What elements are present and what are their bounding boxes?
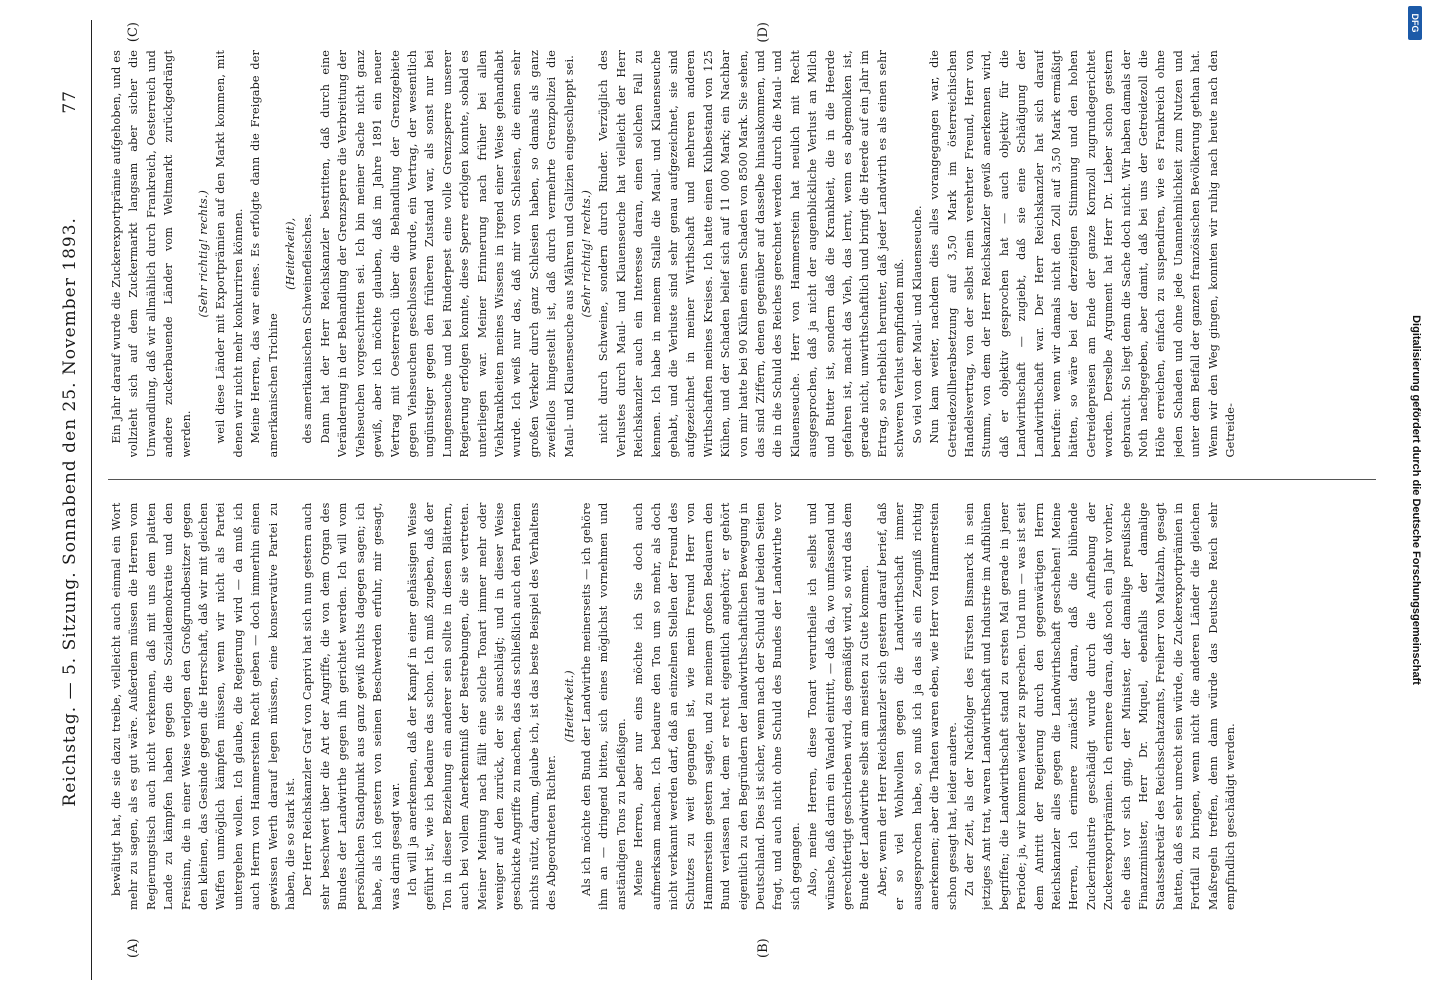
paragraph: Zu der Zeit, als der Nachfolger des Fürsten Bismarck in sein jetziges Amt trat, waren Landwirthschaft und Industrie im Aufblühen begriffen; die Landwirthschaft stand zu ersten Mal gerade in jener Periode; ja, wir kommen wieder zu sprechen. Und nun — was ist seit dem Antritt der Regierung durch den gegenwärtigen Herrn Reichskanzler alles gegen die Landwirthschaft geschehen! Meine Herren, ich erinnere zunächst daran, daß die blühende Zuckerindustrie geschädigt wurde durch die Aufhebung der Zuckerexportprämien. Ich erinnere daran, daß noch ein Jahr vorher, ehe dies vor sich ging, der Minister, der damalige preußische Finanzminister, Herr Dr. Miquel, ebenfalls der damalige Staatssekretär des Reichsschatzamts, Freiherr von Maltzahn, gesagt hatten, daß es sehr unrecht sein würde, die Zuckerexportprämien in Fortfall zu bringen, wenn nicht die anderen Länder die gleichen Maßregeln treffen, denn dann würde das Deutsche Reich sehr empfindlich geschädigt werden. — [962, 502, 1237, 910]
paragraph: bewältigt hat, die sie dazu treibe, vielleicht auch einmal ein Wort mehr zu sagen, als es gut wäre. Außerdem müssen die Herren vom Regierungstisch auch nicht verkennen, daß mit uns dem platten Lande zu kämpfen haben gegen die Sozialdemokratie und den Freisinn, die in einer Weise verlogen den Großgrundbesitzer gegen den kleinen, das Gesinde gegen die Herrschaft, daß wir mit gleichen Waffen unmöglich kämpfen müssen, wenn wir nicht als Partei untergehen wollen. Ich glaube, die Regierung wird — da muß ich auch Herrn von Hammerstein Recht geben — doch immerhin einen gewissen Werth darauf legen müssen, eine konservative Partei zu haben, die so stark ist. — [110, 502, 298, 910]
paragraph: weil diese Länder mit Exportprämien auf den Markt kommen, mit denen wir nicht mehr konkurriren können. — [214, 50, 245, 458]
paragraph: Ein Jahr darauf wurde die Zuckerexportprämie aufgehoben, und es vollzieht sich auf dem Zuckermarkt langsam aber sicher die Umwandlung, daß wir allmählich durch Frankreich, Oesterreich und andere zuckerbauende Länder vom Weltmarkt zurückgedrängt werden. — [110, 50, 193, 458]
running-header: Reichstag. — 5. Sitzung. Sonnabend den 25. November 1893. — [59, 217, 80, 807]
paragraph: Aber, wenn der Herr Reichskanzler sich gestern darauf berief, daß er so viel Wohlwollen gegen die Landwirthschaft immer ausgesprochen habe, so muß ich ja das als ein Zeugniß richtig anerkennen; aber die Thaten waren eben, wie Herr von Hammerstein schon gesagt hat, leider andere. — [875, 502, 959, 910]
paragraph: So viel von der Maul- und Klauenseuche. — [910, 205, 924, 444]
column-right — [108, 50, 1376, 458]
column-left — [108, 503, 1376, 911]
paragraph: nicht durch Schweine, sondern durch Rinder. Verzüglich des Verlustes durch Maul- und Klauenseuche hat vielleicht der Herr Reichskanzler auch ein Interesse daran, einen solchen Fall zu kennen. Ich habe in meinem Stalle die Maul- und Klauenseuche gehabt, und die Verluste sind sehr genau aufgezeichnet, sie sind aufgezeichnet in meiner Wirthschaft und mehreren anderen Wirthschaften meines Kreises. Ich hatte einen Kuhbestand von 125 Kühen, und der Schaden belief sich auf 11 000 Mark; ein Nachbar von mir hatte bei 90 Kühen einen Schaden von 8500 Mark. Sie sehen, das sind Ziffern, denen gegenüber auf dasselbe hinauskommen, und die in die Schuld des Reiches gerechnet werden durch die Maul- und Klauenseuche. Herr von Hammerstein hat neulich mit Recht ausgesprochen, daß ja nicht der augenblickliche Verlust an Milch und Butter ist, sondern daß die Krankheit, die in die Heerde gefahren ist, macht das Vieh, das lernt, wenn es abgemolken ist, gerade nicht, unwirthschaftlich und bringt die Heerde auf ein Jahr im Ertrag, so erheblich herunter, daß jeder Landwirth es als einen sehr schweren Verlust empfinden muß. — [597, 50, 907, 458]
paragraph: Ich will ja anerkennen, daß der Kampf in einer gehässigen Weise geführt ist, wie ich bedaure das schon. Ich muß zugeben, daß der Ton in dieser Beziehung ein anderer sein sollte in diesen Blättern, auch bei vollem Anerkenntniß der Bestrebungen, die sie vertreten. Meiner Meinung nach fällt eine solche Tonart immer mehr oder weniger auf den zurück, der sie anschlägt; und in dieser Weise geschickte Angriffe zu machen, das das schließlich auch den Parteien nichts nützt, darum, glaube ich, ist das beste Beispiel des Verhaltens des Abgeordneten Richter. — [405, 502, 559, 910]
margin-mark-c: (C) — [126, 22, 141, 43]
rotated-document-page — [36, 20, 1396, 980]
paragraph: Als ich möchte den Bund der Landwirthe meinerseits — ich gehöre ihm an — dringend bitten, sich eines möglichst vornehmen und anständigen Tons zu befleißigen. — [579, 502, 628, 910]
margin-mark-d: (D) — [756, 22, 771, 43]
paragraph: Meine Herren, aber nur eins möchte ich Sie doch auch aufmerksam machen. Ich bedaure den Ton um so mehr, als doch nicht verkannt werden darf, daß an einzelnen Stellen der Freund des Schutzes zu weit gegangen ist, wie mein Freund Herr von Hammerstein gestern sagte, und zu meinem großen Bedauern den Bund verlassen hat, dem er recht eigentlich angehört; er gehört eigentlich zu den Begründern der landwirthschaftlichen Bewegung in Deutschland. Dies ist sicher, wenn nach der Schuld auf beiden Seiten fragt, und auch nicht ohne Schuld des Bundes der Landwirthe vor sich gegangen. — [632, 502, 802, 910]
page-header — [52, 20, 92, 980]
dfg-logo-text: DFG — [1410, 13, 1420, 33]
paragraph: Der Herr Reichskanzler Graf von Caprivi hat sich nun gestern auch sehr beschwert über die Art der Angriffe, die von dem Organ des Bundes der Landwirthe gegen ihn gerichtet werden. Ich will vom persönlichen Standpunkt aus ganz gewiß nichts dagegen sagen; ich habe, als ich gestern von seinen Beschwerden erfuhr, mir gesagt, was darin gesagt war. — [301, 502, 402, 910]
funding-note: Digitalisierung gefördert durch die Deutsche Forschungsgemeinschaft — [1410, 315, 1422, 685]
paragraph: des amerikanischen Schweinefleisches. — [301, 213, 315, 444]
dfg-logo — [1408, 6, 1422, 40]
funding-sidebar — [1402, 0, 1430, 1000]
interjection: (Sehr richtig! rechts.) — [197, 190, 211, 318]
interjection: (Heiterkeit), — [284, 217, 298, 290]
paragraph: Nun kam weiter, nachdem dies alles vorangegangen war, die Getreidezollherabsetzung auf 3,50 Mark im österreichischen Handelsvertrag, von der selbst mein verehrter Freund, Herr von Stumm, von dem der Herr Reichskanzler gewiß anerkennen wird, daß er objektiv gesprochen hat — auch objektiv für die Landwirthschaft — zugiebt, daß sie eine Schädigung der Landwirthschaft war. Der Herr Reichskanzler hat sich darauf berufen: wenn wir damals nicht den Zoll auf 3,50 Mark ermäßigt hätten, so wäre bei der derzeitigen Stimmung und den hohen Getreidepreisen am Ende der ganze Kornzoll zugrundegerichtet worden. Derselbe Argument hat Herr Dr. Lieber schon gestern gebraucht. So liegt denn die Sache doch nicht. Wir haben damals der Noth nachgegeben, aber damit, daß bei uns der Getreidezoll die Höhe erreichen, einfach zu suspendiren, wie es Frankreich ohne jeden Schaden und ohne jede Unannehmlichkeit zum Nutzen und unter dem Beifall der ganzen französischen Bevölkerung gethan hat. Wenn wir den Weg gingen, konnten wir ruhig nach heute nach den Getreide- — [928, 50, 1237, 458]
paragraph: Dann hat der Herr Reichskanzler bestritten, daß durch eine Veränderung in der Behandlung der Grenzsperre die Verbreitung der Viehseuchen vorgeschritten sei. Ich bin meiner Sache nicht ganz gewiß, aber ich möchte glauben, daß im Jahre 1891 ein neuer Vertrag mit Oesterreich über die Behandlung der Grenzgebiete gegen Viehseuchen geschlossen wurde, ein Vertrag, der wesentlich ungünstiger gegen den früheren Zustand war, als sonst nur bei Lungenseuche und bei Rinderpest eine volle Grenzsperre unserer Regierung erfolgen konnte, diese Sperre erfolgen konnte, sobald es unterliegen war. Meiner Erinnerung nach früher bei allen Viehkrankheiten meines Wissens in irgend einer Weise gehandhabt wurde. Ich weiß nur das, daß mir von Schlesien, die einen sehr großen Verkehr durch ganz Schlesien haben, so damals als ganz zweifellos hingestellt ist, daß durch vermehrte Grenzpolizei die Maul- und Klauenseuche aus Mähren und Galizien eingeschleppt sei. — [318, 50, 576, 458]
margin-mark-b: (B) — [756, 938, 771, 958]
interjection: (Heiterkeit.) — [562, 670, 576, 743]
text-columns — [108, 50, 1376, 910]
paragraph: Meine Herren, das war eines. Es erfolgte dann die Freigabe der amerikanischen Trichine — [249, 50, 280, 458]
margin-mark-a: (A) — [126, 938, 141, 958]
column-divider — [108, 480, 1376, 481]
page-number: 77 — [59, 90, 80, 114]
interjection: (Sehr richtig! rechts.) — [579, 190, 593, 318]
paragraph: Also, meine Herren, diese Tonart verurtheile ich selbst und wünsche, daß darin ein Wandel eintritt, — daß da, wo umfassend und gerechtfertigt geschrieben wird, das gemäßigt wird, so wird das dem Bunde der Landwirthe selbst am meisten zu Gute kommen. — [806, 502, 872, 910]
